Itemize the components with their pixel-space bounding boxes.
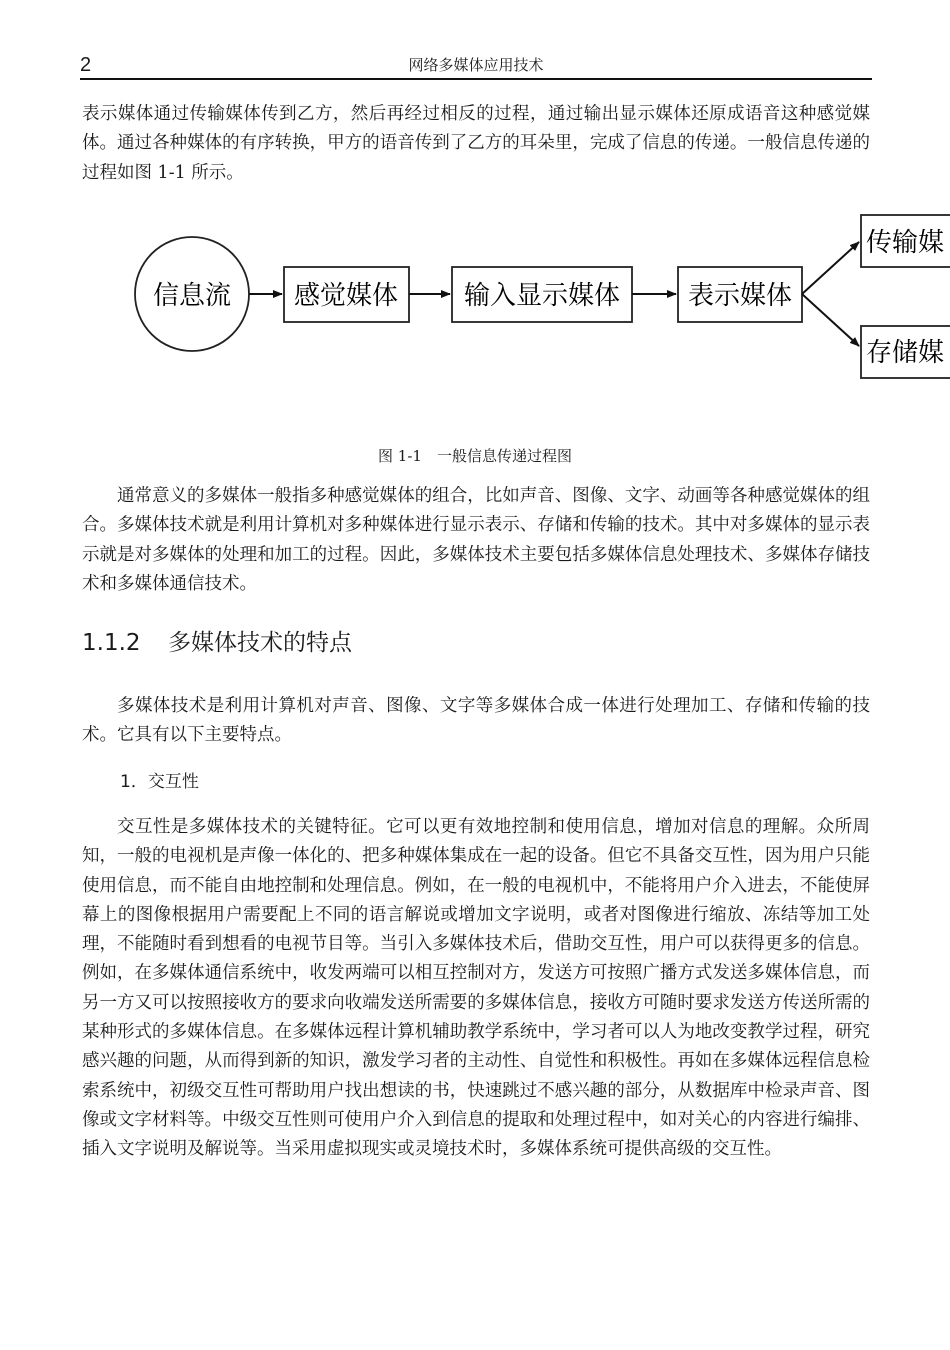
figure-1-1: [0, 200, 950, 400]
section-number: 1.1.2: [82, 630, 141, 656]
storage-media-label: 存储媒: [866, 338, 945, 368]
arrow-down: [802, 294, 859, 346]
representation-media-label: 表示媒体: [687, 281, 793, 311]
section-heading: [82, 626, 352, 660]
subsection-heading: 1．交互性: [120, 772, 199, 792]
section-title: 多媒体技术的特点: [168, 630, 352, 656]
body-paragraph-3: 多媒体技术是利用计算机对声音、图像、文字等多媒体合成一体进行处理加工、存储和传输的技术。它具有以下主要特点。: [82, 696, 870, 746]
intro-paragraph: 表示媒体通过传输媒体传到乙方，然后再经过相反的过程，通过输出显示媒体还原成语音这种感觉媒体。通过各种媒体的有序转换，甲方的语音传到了乙方的耳朵里，完成了信息的传递。一般信息传递的过程如图 1-1 所示。: [82, 104, 870, 183]
body-paragraph-2: 通常意义的多媒体一般指多种感觉媒体的组合，比如声音、图像、文字、动画等各种感觉媒体的组合。多媒体技术就是利用计算机对多种媒体进行显示表示、存储和传输的技术。其中对多媒体的显示表示就是对多媒体的处理和加工的过程。因此，多媒体技术主要包括多媒体信息处理技术、多媒体存储技术和多媒体通信技术。: [82, 486, 870, 594]
input-display-media-label: 输入显示媒体: [463, 281, 621, 311]
page-header: [80, 52, 872, 80]
flow-diagram: [0, 200, 950, 400]
body-paragraph-4: 交互性是多媒体技术的关键特征。它可以更有效地控制和使用信息，增加对信息的理解。众所周知，一般的电视机是声像一体化的、把多种媒体集成在一起的设备。但它不具备交互性，因为用户只能使用信息，而不能自由地控制和处理信息。例如，在一般的电视机中，不能将用户介入进去，不能使屏幕上的图像根据用户需要配上不同的语言解说或增加文字说明，或者对图像进行缩放、冻结等加工处理，不能随时看到想看的电视节目等。当引入多媒体技术后，借助交互性，用户可以获得更多的信息。例如，在多媒体通信系统中，收发两端可以相互控制对方，发送方可按照广播方式发送多媒体信息，而另一方又可以按照接收方的要求向收端发送所需要的多媒体信息，接收方可随时要求发送方传送所需的某种形式的多媒体信息。在多媒体远程计算机辅助教学系统中，学习者可以人为地改变教学过程，研究感兴趣的问题，从而得到新的知识，激发学习者的主动性、自觉性和积极性。再如在多媒体远程信息检索系统中，初级交互性可帮助用户找出想读的书，快速跳过不感兴趣的部分，从数据库中检录声音、图像或文字材料等。中级交互性则可使用户介入到信息的提取和处理过程中，如对关心的内容进行编排、插入文字说明及解说等。当采用虚拟现实或灵境技术时，多媒体系统可提供高级的交互性。: [82, 817, 870, 1160]
perception-media-label: 感觉媒体: [293, 281, 399, 311]
transmission-media-label: 传输媒: [866, 228, 945, 258]
running-title: 网络多媒体应用技术: [408, 56, 544, 74]
page-number: 2: [80, 54, 92, 76]
figure-caption: 图 1-1 一般信息传递过程图: [378, 447, 572, 465]
arrow-up: [802, 242, 859, 294]
info-flow-label: 信息流: [152, 281, 232, 311]
